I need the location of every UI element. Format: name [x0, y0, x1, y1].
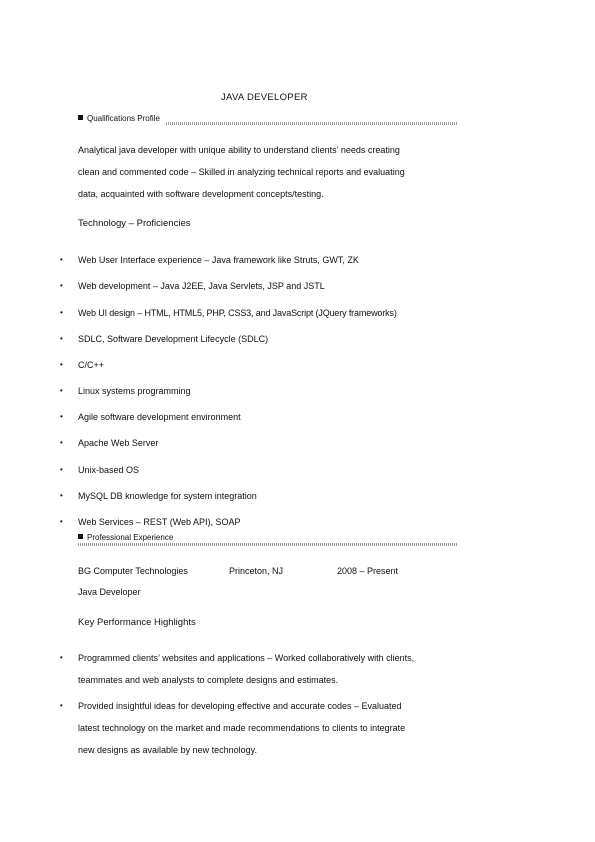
- list-item: Web development – Java J2EE, Java Servlets, JSP and JSTL: [78, 281, 325, 291]
- list-item: Unix-based OS: [78, 465, 140, 475]
- square-bullet-icon: [78, 115, 83, 120]
- job-location: Princeton, NJ: [229, 566, 284, 576]
- list-item: Apache Web Server: [78, 438, 159, 448]
- company-name: BG Computer Technologies: [78, 566, 188, 576]
- list-item: C/C++: [78, 360, 105, 370]
- bullet-icon: •: [60, 386, 63, 395]
- document-title: JAVA DEVELOPER: [221, 92, 308, 103]
- bullet-icon: •: [60, 360, 63, 369]
- bullet-icon: •: [60, 334, 63, 343]
- summary-line: clean and commented code – Skilled in analyzing technical reports and evaluating: [78, 167, 405, 177]
- section-divider: [78, 543, 458, 546]
- bullet-icon: •: [60, 308, 63, 317]
- list-item: Web User Interface experience – Java framework like Struts, GWT, ZK: [78, 255, 359, 265]
- list-item: Web UI design – HTML, HTML5, PHP, CSS3, and JavaScript (JQuery frameworks): [78, 308, 397, 318]
- highlight-line: Programmed clients’ websites and applications – Worked collaboratively with clients,: [78, 653, 415, 663]
- list-item: SDLC, Software Development Lifecycle (SDLC): [78, 334, 269, 344]
- section-heading-label: Qualifications Profile: [87, 114, 160, 123]
- bullet-icon: •: [60, 653, 63, 662]
- job-role: Java Developer: [78, 587, 141, 597]
- section-divider: [166, 122, 458, 125]
- highlight-line: new designs as available by new technology.: [78, 745, 257, 755]
- bullet-icon: •: [60, 438, 63, 447]
- highlight-line: teammates and web analysts to complete designs and estimates.: [78, 675, 339, 685]
- bullet-icon: •: [60, 255, 63, 264]
- section-heading-experience: [78, 532, 173, 543]
- highlight-line: latest technology on the market and made recommendations to clients to integrate: [78, 723, 406, 733]
- list-item: MySQL DB knowledge for system integration: [78, 491, 257, 501]
- summary-line: Analytical java developer with unique ability to understand clients’ needs creating: [78, 145, 400, 155]
- bullet-icon: •: [60, 281, 63, 290]
- bullet-icon: •: [60, 465, 63, 474]
- section-heading-qualifications: [78, 113, 160, 124]
- bullet-icon: •: [60, 517, 63, 526]
- square-bullet-icon: [78, 534, 83, 539]
- list-item: Linux systems programming: [78, 386, 191, 396]
- section-heading-label: Professional Experience: [87, 533, 174, 542]
- bullet-icon: •: [60, 701, 63, 710]
- subheading-technology: Technology – Proficiencies: [78, 218, 191, 229]
- list-item: Web Services – REST (Web API), SOAP: [78, 517, 241, 527]
- list-item: Agile software development environment: [78, 412, 241, 422]
- bullet-icon: •: [60, 491, 63, 500]
- highlights-heading: Key Performance Highlights: [78, 617, 196, 628]
- summary-line: data, acquainted with software development concepts/testing.: [78, 189, 324, 199]
- highlight-line: Provided insightful ideas for developing effective and accurate codes – Evaluated: [78, 701, 402, 711]
- bullet-icon: •: [60, 412, 63, 421]
- job-dates: 2008 – Present: [337, 566, 399, 576]
